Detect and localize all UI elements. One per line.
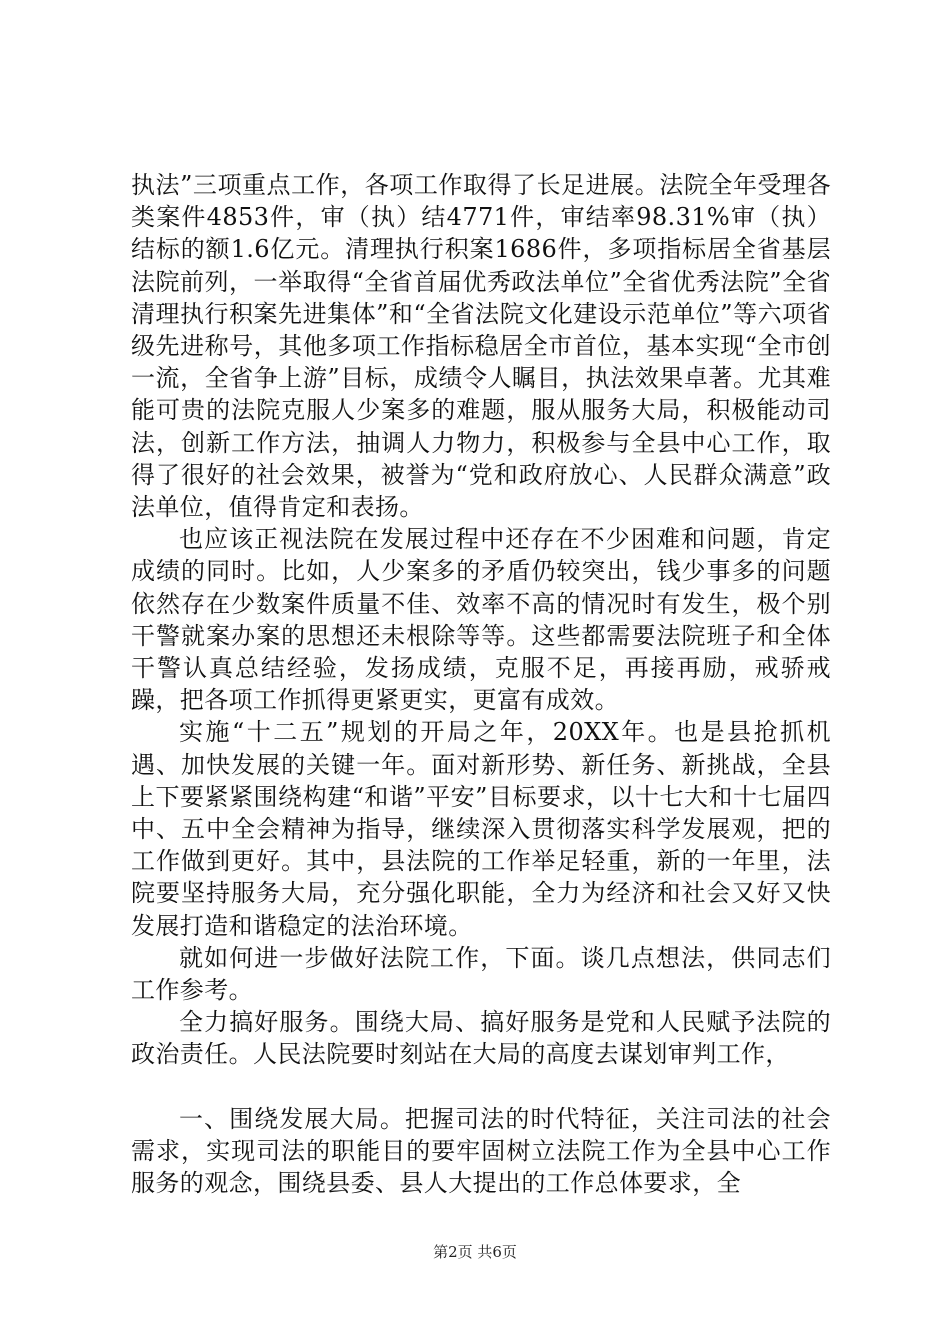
paragraph-6: 一、围绕发展大局。把握司法的时代特征，关注司法的社会需求，实现司法的职能目的要牢固树立法院工作为全县中心工作服务的观念，围绕县委、县人大提出的工作总体要求，全 [131,1104,831,1198]
paragraph-3: 实施“十二五”规划的开局之年，20XX年。也是县抢抓机遇、加快发展的关键一年。面对新形势、新任务、新挑战，全县上下要紧紧围绕构建“和谐”平安”目标要求，以十七大和十七届四中、五中全会精神为指导，继续深入贯彻落实科学发展观，把的工作做到更好。其中，县法院的工作举足轻重，新的一年里，法院要坚持服务大局，充分强化职能，全力为经济和社会又好又快发展打造和谐稳定的法治环境。 [131,718,831,940]
paragraph-2: 也应该正视法院在发展过程中还存在不少困难和问题，肯定成绩的同时。比如，人少案多的矛盾仍较突出，钱少事多的问题依然存在少数案件质量不佳、效率不高的情况时有发生，极个别干警就案办案的思想还未根除等等。这些都需要法院班子和全体干警认真总结经验，发扬成绩，克服不足，再接再励，戒骄戒躁，把各项工作抓得更紧更实，更富有成效。 [131,525,831,715]
page-footer: 第2页 共6页 [433,1243,517,1261]
paragraph-5: 全力搞好服务。围绕大局、搞好服务是党和人民赋予法院的政治责任。人民法院要时刻站在大局的高度去谋划审判工作， [131,1008,831,1069]
document-body [131,169,831,1199]
paragraph-4: 就如何进一步做好法院工作，下面。谈几点想法，供同志们工作参考。 [131,943,831,1005]
paragraph-1: 执法”三项重点工作，各项工作取得了长足进展。法院全年受理各类案件4853件，审（执）结4771件，审结率98.31%审（执）结标的额1.6亿元。清理执行积案1686件，多项指标居全省基层法院前列，一举取得“全省首届优秀政法单位”全省优秀法院”全省清理执行积案先进集体”和“全省法院文化建设示范单位”等六项省级先进称号，其他多项工作指标稳居全市首位，基本实现“全市创一流，全省争上游”目标，成绩令人瞩目，执法效果卓著。尤其难能可贵的法院克服人少案多的难题，服从服务大局，积极能动司法，创新工作方法，抽调人力物力，积极参与全县中心工作，取得了很好的社会效果，被誉为“党和政府放心、人民群众满意”政法单位，值得肯定和表扬。 [131,171,831,522]
